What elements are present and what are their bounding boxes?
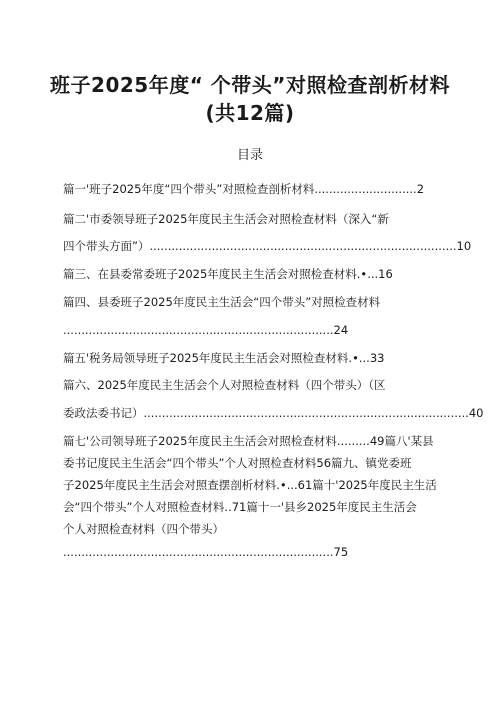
toc-line: 篇二'市委领导班子2025年度民主生活会对照检查材料（深入“新: [63, 212, 389, 226]
toc-line: ..........................................................................24: [63, 323, 349, 337]
toc-line: ..........................................................................75: [63, 545, 349, 559]
toc-line: 篇六、2025年度民主生活会个人对照检查材料（四个带头）（区: [63, 378, 386, 392]
toc-line: 委政法委书记）.........................................................................................40: [63, 406, 484, 420]
toc-heading: 目录: [236, 148, 263, 163]
toc-line: 篇七'公司领导班子2025年度民主生活会对照检查材料.........49篇八'某县: [63, 434, 434, 448]
toc-line: 个人对照检查材料（四个带头）: [63, 522, 224, 536]
document-subtitle: (共12篇): [205, 101, 295, 125]
toc-line: 篇三、在县委常委班子2025年度民主生活会对照检查材料.•...16: [63, 267, 393, 281]
toc-line: 委书记度民主生活会“四个带头”个人对照检查材料56篇九、镇党委班: [63, 456, 412, 470]
toc-line: 四个带头方面”）....................................................................................10: [63, 239, 472, 253]
toc-line: 子2025年度民主生活会对照查摆剖析材料.•...61篇十'2025年度民主生活: [63, 478, 437, 492]
toc-line: 篇四、县委班子2025年度民主生活会“四个带头”对照检查材料: [63, 295, 381, 309]
toc-line: 篇五'税务局领导班子2025年度民主生活会对照检查材料.•...33: [63, 351, 385, 365]
toc-line: 会“四个带头”个人对照检查材料..71篇十一'县乡2025年度民主生活会: [63, 500, 417, 514]
toc-line: 篇一'班子2025年度“四个带头”对照检查剖析材料............................2: [63, 182, 425, 196]
document-title: 班子2025年度“ 个带头”对照检查剖析材料: [50, 73, 450, 97]
